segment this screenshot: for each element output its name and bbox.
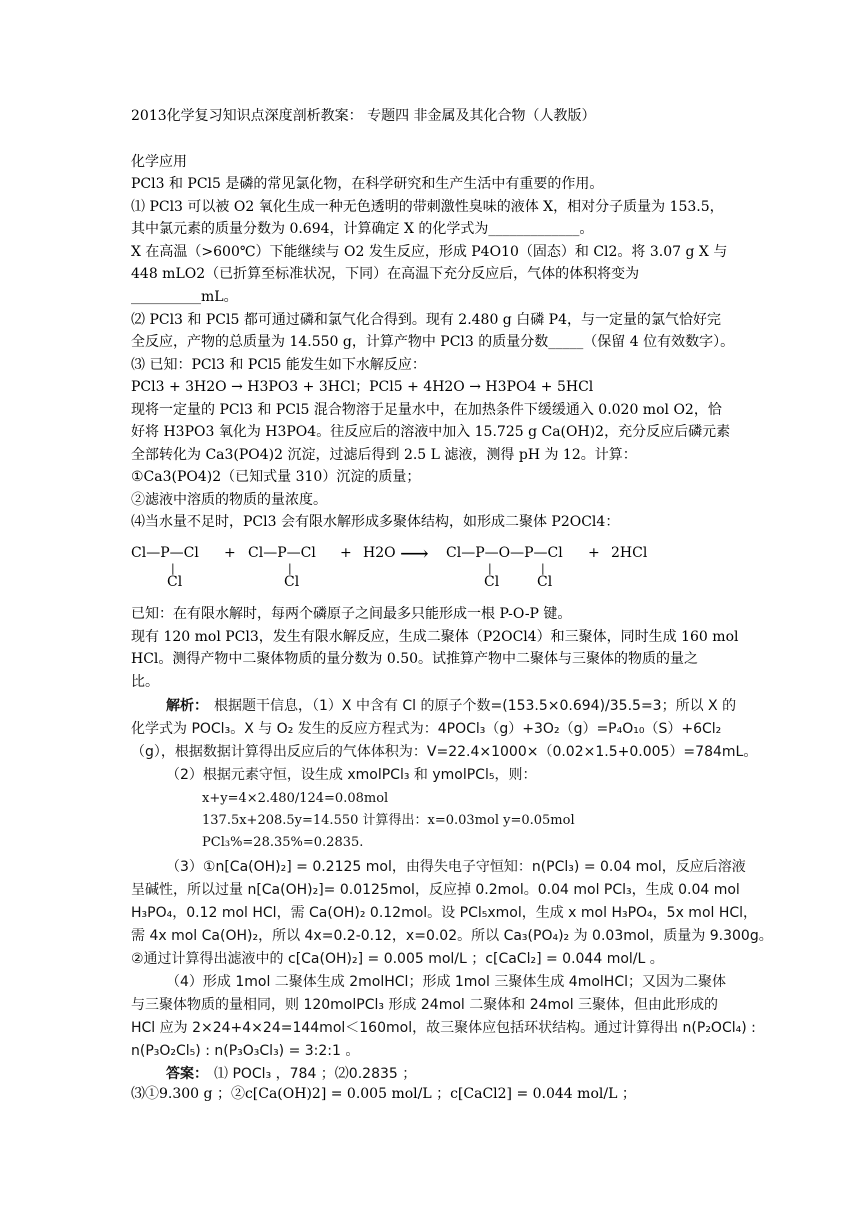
document-title: 2013化学复习知识点深度剖析教案： 专题四 非金属及其化合物（人教版）: [131, 108, 596, 124]
equation-plus-3: +: [588, 545, 600, 561]
q1-line-5: __________mL。: [131, 289, 238, 305]
solution-label: 解析：: [166, 698, 208, 714]
solution-line: HCl 应为 2×24+4×24=144mol＜160mol，故三聚体应包括环状结构。通过计算得出 n(P₂OCl₄) :: [131, 1020, 756, 1036]
solution-line: ②通过计算得出滤液中的 c[Ca(OH)₂] = 0.005 mol/L ；c[CaCl₂] = 0.044 mol/L 。: [131, 951, 664, 967]
q3-line-7: ②滤液中溶质的物质的量浓度。: [131, 492, 327, 508]
q1-line-3: X 在高温（>600℃）下能继续与 O2 发生反应，形成 P4O10（固态）和 Cl2。将 3.07 g X 与: [131, 244, 728, 260]
q3-line-2: PCl3 + 3H2O → H3PO3 + 3HCl；PCl5 + 4H2O → H3PO4 + 5HCl: [131, 379, 594, 395]
solution-line: n(P₃O₂Cl₅) : n(P₃O₃Cl₃) = 3:2:1 。: [131, 1043, 360, 1059]
q1-line-4: 448 mLO2（已折算至标准状况，下同）在高温下充分反应后，气体的体积将变为: [131, 266, 640, 282]
section-heading: 化学应用: [131, 154, 187, 170]
equation-product-cl-1: Cl: [484, 574, 500, 590]
equation-water: H2O: [363, 545, 396, 561]
q3-line-5: 全部转化为 Ca3(PO4)2 沉淀，过滤后得到 2.5 L 滤液，测得 pH 为 12。计算：: [131, 447, 637, 463]
equation-reactant-2-cl: Cl: [284, 574, 300, 590]
solution-line: x+y=4×2.480/124=0.08mol: [202, 791, 389, 806]
q3-line-1: ⑶ 已知：PCl3 和 PCl5 能发生如下水解反应：: [131, 357, 426, 373]
answer-last-line: ⑶①9.300 g ；②c[Ca(OH)2] = 0.005 mol/L ；c[CaCl2] = 0.044 mol/L ；: [131, 1086, 636, 1102]
solution-line: PCl₃%=28.35%=0.2835.: [202, 835, 364, 850]
equation-reactant-1-cl: Cl: [167, 574, 183, 590]
q4b-line-1: 已知：在有限水解时，每两个磷原子之间最多只能形成一根 P-O-P 键。: [131, 606, 572, 622]
solution-line: （3）①n[Ca(OH)₂] = 0.2125 mol，由得失电子守恒知：n(PCl₃) = 0.04 mol，反应后溶液: [166, 859, 746, 875]
equation-plus-1: +: [224, 545, 236, 561]
solution-line: H₃PO₄，0.12 mol HCl，需 Ca(OH)₂ 0.12mol。设 PCl₅xmol，生成 x mol H₃PO₄，5x mol HCl，: [131, 905, 758, 921]
equation-arrow: ⟶: [400, 541, 429, 565]
q4-line-1: ⑷当水量不足时，PCl3 会有限水解形成多聚体结构，如形成二聚体 P2OCl4：: [131, 514, 620, 530]
answer-label: 答案：: [166, 1066, 208, 1082]
solution-line: 根据题干信息，（1）X 中含有 Cl 的原子个数=(153.5×0.694)/35.5=3；所以 X 的: [214, 698, 737, 714]
solution-line: 化学式为 POCl₃。X 与 O₂ 发生的反应方程式为：4POCl₃（g）+3O₂（g）=P₄O₁₀（S）+6Cl₂: [131, 721, 722, 737]
q1-line-1: ⑴ PCl3 可以被 O2 氧化生成一种无色透明的带刺激性臭味的液体 X，相对分子质量为 153.5，: [131, 199, 724, 215]
q4b-line-3: HCl。测得产物中二聚体物质的量分数为 0.50。试推算产物中二聚体与三聚体的物质的量之: [131, 651, 699, 667]
q3-line-3: 现将一定量的 PCl3 和 PCl5 混合物溶于足量水中，在加热条件下缓缓通入 0.020 mol O2，恰: [131, 402, 722, 418]
q2-line-2: 全反应，产物的总质量为 14.550 g，计算产物中 PCl3 的质量分数_____（保留 4 位有效数字）。: [131, 334, 735, 350]
q1-line-2: 其中氯元素的质量分数为 0.694，计算确定 X 的化学式为_____________。: [131, 221, 594, 237]
equation-reactant-2: Cl—P—Cl: [248, 545, 316, 561]
equation-reactant-1: Cl—P—Cl: [131, 545, 199, 561]
solution-line: 需 4x mol Ca(OH)₂，所以 4x=0.2-0.12，x=0.02。所以 Ca₃(PO₄)₂ 为 0.03mol，质量为 9.300g。: [131, 928, 773, 944]
equation-product-cl-2: Cl: [537, 574, 553, 590]
intro-text: PCl3 和 PCl5 是磷的常见氯化物，在科学研究和生产生活中有重要的作用。: [131, 176, 604, 192]
solution-line: （4）形成 1mol 二聚体生成 2molHCl；形成 1mol 三聚体生成 4molHCl；又因为二聚体: [166, 974, 726, 990]
q4b-line-2: 现有 120 mol PCl3，发生有限水解反应，生成二聚体（P2OCl4）和三聚体，同时生成 160 mol: [131, 629, 739, 645]
q2-line-1: ⑵ PCl3 和 PCl5 都可通过磷和氯气化合得到。现有 2.480 g 白磷 P4，与一定量的氯气恰好完: [131, 312, 722, 328]
equation-product: Cl—P—O—P—Cl: [446, 545, 563, 561]
q4b-line-4: 比。: [131, 674, 159, 690]
solution-line: 与三聚体物质的量相同，则 120molPCl₃ 形成 24mol 二聚体和 24mol 三聚体，但由此形成的: [131, 997, 719, 1013]
q3-line-4: 好将 H3PO3 氧化为 H3PO4。往反应后的溶液中加入 15.725 g Ca(OH)2，充分反应后磷元素: [131, 424, 731, 440]
solution-line: 呈碱性，所以过量 n[Ca(OH)₂]= 0.0125mol，反应掉 0.2mol。0.04 mol PCl₃，生成 0.04 mol: [131, 882, 740, 898]
solution-line: （2）根据元素守恒，设生成 xmolPCl₃ 和 ymolPCl₅，则：: [166, 767, 537, 783]
q3-line-6: ①Ca3(PO4)2（已知式量 310）沉淀的质量；: [131, 469, 421, 485]
solution-line: 137.5x+208.5y=14.550 计算得出：x=0.03mol y=0.05mol: [202, 813, 575, 828]
equation-hcl: 2HCl: [611, 545, 648, 561]
answer-text: ⑴ POCl₃ ，784 ；⑵0.2835 ；: [214, 1066, 417, 1082]
solution-line: （g），根据数据计算得出反应后的气体体积为：V=22.4×1000×（0.02×1.5+0.005）=784mL。: [131, 744, 758, 760]
equation-plus-2: +: [340, 545, 352, 561]
